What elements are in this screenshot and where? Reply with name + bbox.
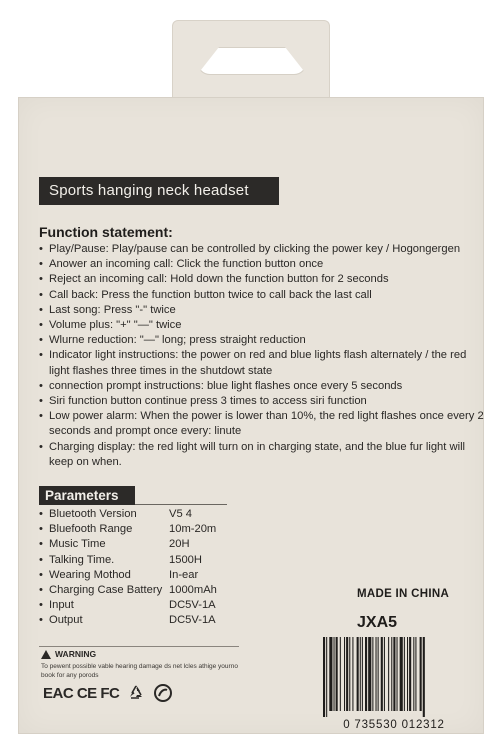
certification-marks [43, 683, 173, 703]
divider [39, 646, 239, 647]
barcode-bar [381, 637, 383, 711]
barcode-bar [413, 637, 414, 711]
recycle-icon [126, 683, 146, 703]
warning-text: To pewent possible vable hearing damage ds net lcles athige yourno book for any porods [41, 663, 238, 679]
weee-circle-icon [153, 683, 173, 703]
list-item: • Call back: Press the function button twice to call back the last call [39, 288, 489, 303]
param-value: 1500H [169, 553, 202, 566]
list-item: • Charging display: the red light will turn on in charging state, and the blue fur light will keep on when. [39, 440, 489, 470]
barcode-bar [336, 637, 338, 711]
param-name: • Bluetooth Version [49, 508, 137, 520]
param-row [39, 613, 279, 628]
barcode-bar [362, 637, 363, 711]
barcode-bar [423, 637, 425, 717]
barcode-bar [420, 637, 422, 711]
barcode-bar [376, 637, 377, 711]
param-value: 10m-20m [169, 523, 217, 536]
barcode-bar [352, 637, 353, 711]
barcode-bar [391, 637, 392, 711]
param-row [39, 522, 279, 537]
barcode-bar [365, 637, 367, 711]
list-item: • Reject an incoming call: Hold down the function button for 2 seconds [39, 272, 489, 287]
param-row [39, 583, 279, 598]
hang-hole [197, 47, 307, 75]
barcode-bar [334, 637, 335, 711]
warning-heading [41, 649, 96, 659]
param-name: • Music Time [49, 538, 106, 551]
package-back [18, 97, 484, 734]
list-item: • Wlurne reduction: "—" long; press straight reduction [39, 333, 489, 348]
param-row [39, 568, 279, 583]
list-item: • Last song: Press "-" twice [39, 303, 489, 318]
param-name: • Input [49, 599, 74, 612]
param-name: • Charging Case Battery [49, 584, 163, 597]
list-item: • Volume plus: "+" "—" twice [39, 318, 489, 333]
param-name: • Talking Time. [49, 553, 115, 566]
barcode-bar [384, 637, 385, 711]
list-item: • Indicator light instructions: the power on red and blue lights flash alternately / the red light flashes three times in the shutdowt state [39, 348, 489, 378]
hang-tab [172, 20, 330, 99]
warning-title: WARNING [55, 649, 97, 659]
param-value: DC5V-1A [169, 614, 216, 627]
param-value: 1000mAh [169, 584, 217, 597]
barcode-bar [397, 637, 398, 711]
barcode-bar [393, 637, 395, 711]
parameters-table [39, 507, 279, 629]
param-row [39, 537, 279, 552]
param-name: • Output [49, 614, 83, 627]
function-list [39, 242, 489, 470]
barcode-bar [360, 637, 361, 711]
param-value: In-ear [169, 568, 199, 581]
list-item: • Play/Pause: Play/pause can be controlled by clicking the power key / Hogongergen [39, 242, 489, 257]
param-row [39, 553, 279, 568]
list-item: • connection prompt instructions: blue light flashes once every 5 seconds [39, 379, 489, 394]
barcode-bar [344, 637, 345, 711]
list-item: • Low power alarm: When the power is lower than 10%, the red light flashes once every 2 seconds and prompt once every: linute [39, 409, 489, 439]
model-number: JXA5 [357, 614, 398, 631]
barcode-bar [378, 637, 379, 711]
barcode-bar [400, 637, 403, 711]
param-value: 20H [169, 538, 190, 551]
divider [135, 504, 227, 505]
barcode-bar [404, 637, 405, 711]
barcode-bar [349, 637, 350, 711]
barcode-bar [329, 637, 332, 711]
barcode-bar [388, 637, 389, 711]
barcode-bar [357, 637, 359, 711]
barcode-bar [372, 637, 373, 711]
barcode-bar [323, 637, 325, 717]
param-row [39, 598, 279, 613]
param-name: • Bluefooth Range [49, 523, 133, 536]
parameters-heading: Parameters [39, 486, 135, 505]
barcode-bar [326, 637, 327, 717]
param-value: V5 4 [169, 508, 193, 520]
param-name: • Wearing Mothod [49, 568, 131, 581]
cert-marks-text: EAC CE FC [43, 684, 120, 702]
barcode-number: 0 735530 012312 [343, 719, 445, 731]
barcode-bar [409, 637, 411, 711]
list-item: • Siri function button continue press 3 times to access siri function [39, 394, 489, 409]
barcode-bar [407, 637, 408, 711]
warning-triangle-icon [41, 650, 51, 659]
param-row [39, 507, 279, 522]
barcode-icon [319, 637, 469, 717]
made-in-label: MADE IN CHINA [357, 588, 450, 600]
barcode-bar [340, 637, 341, 711]
product-title: Sports hanging neck headset [39, 177, 279, 205]
barcode-bar [415, 637, 416, 711]
list-item: • Anower an incoming call: Click the function button once [39, 257, 489, 272]
barcode-bar [368, 637, 371, 711]
barcode-bar [346, 637, 348, 711]
param-value: DC5V-1A [169, 599, 216, 612]
function-heading: Function statement: [39, 224, 173, 240]
